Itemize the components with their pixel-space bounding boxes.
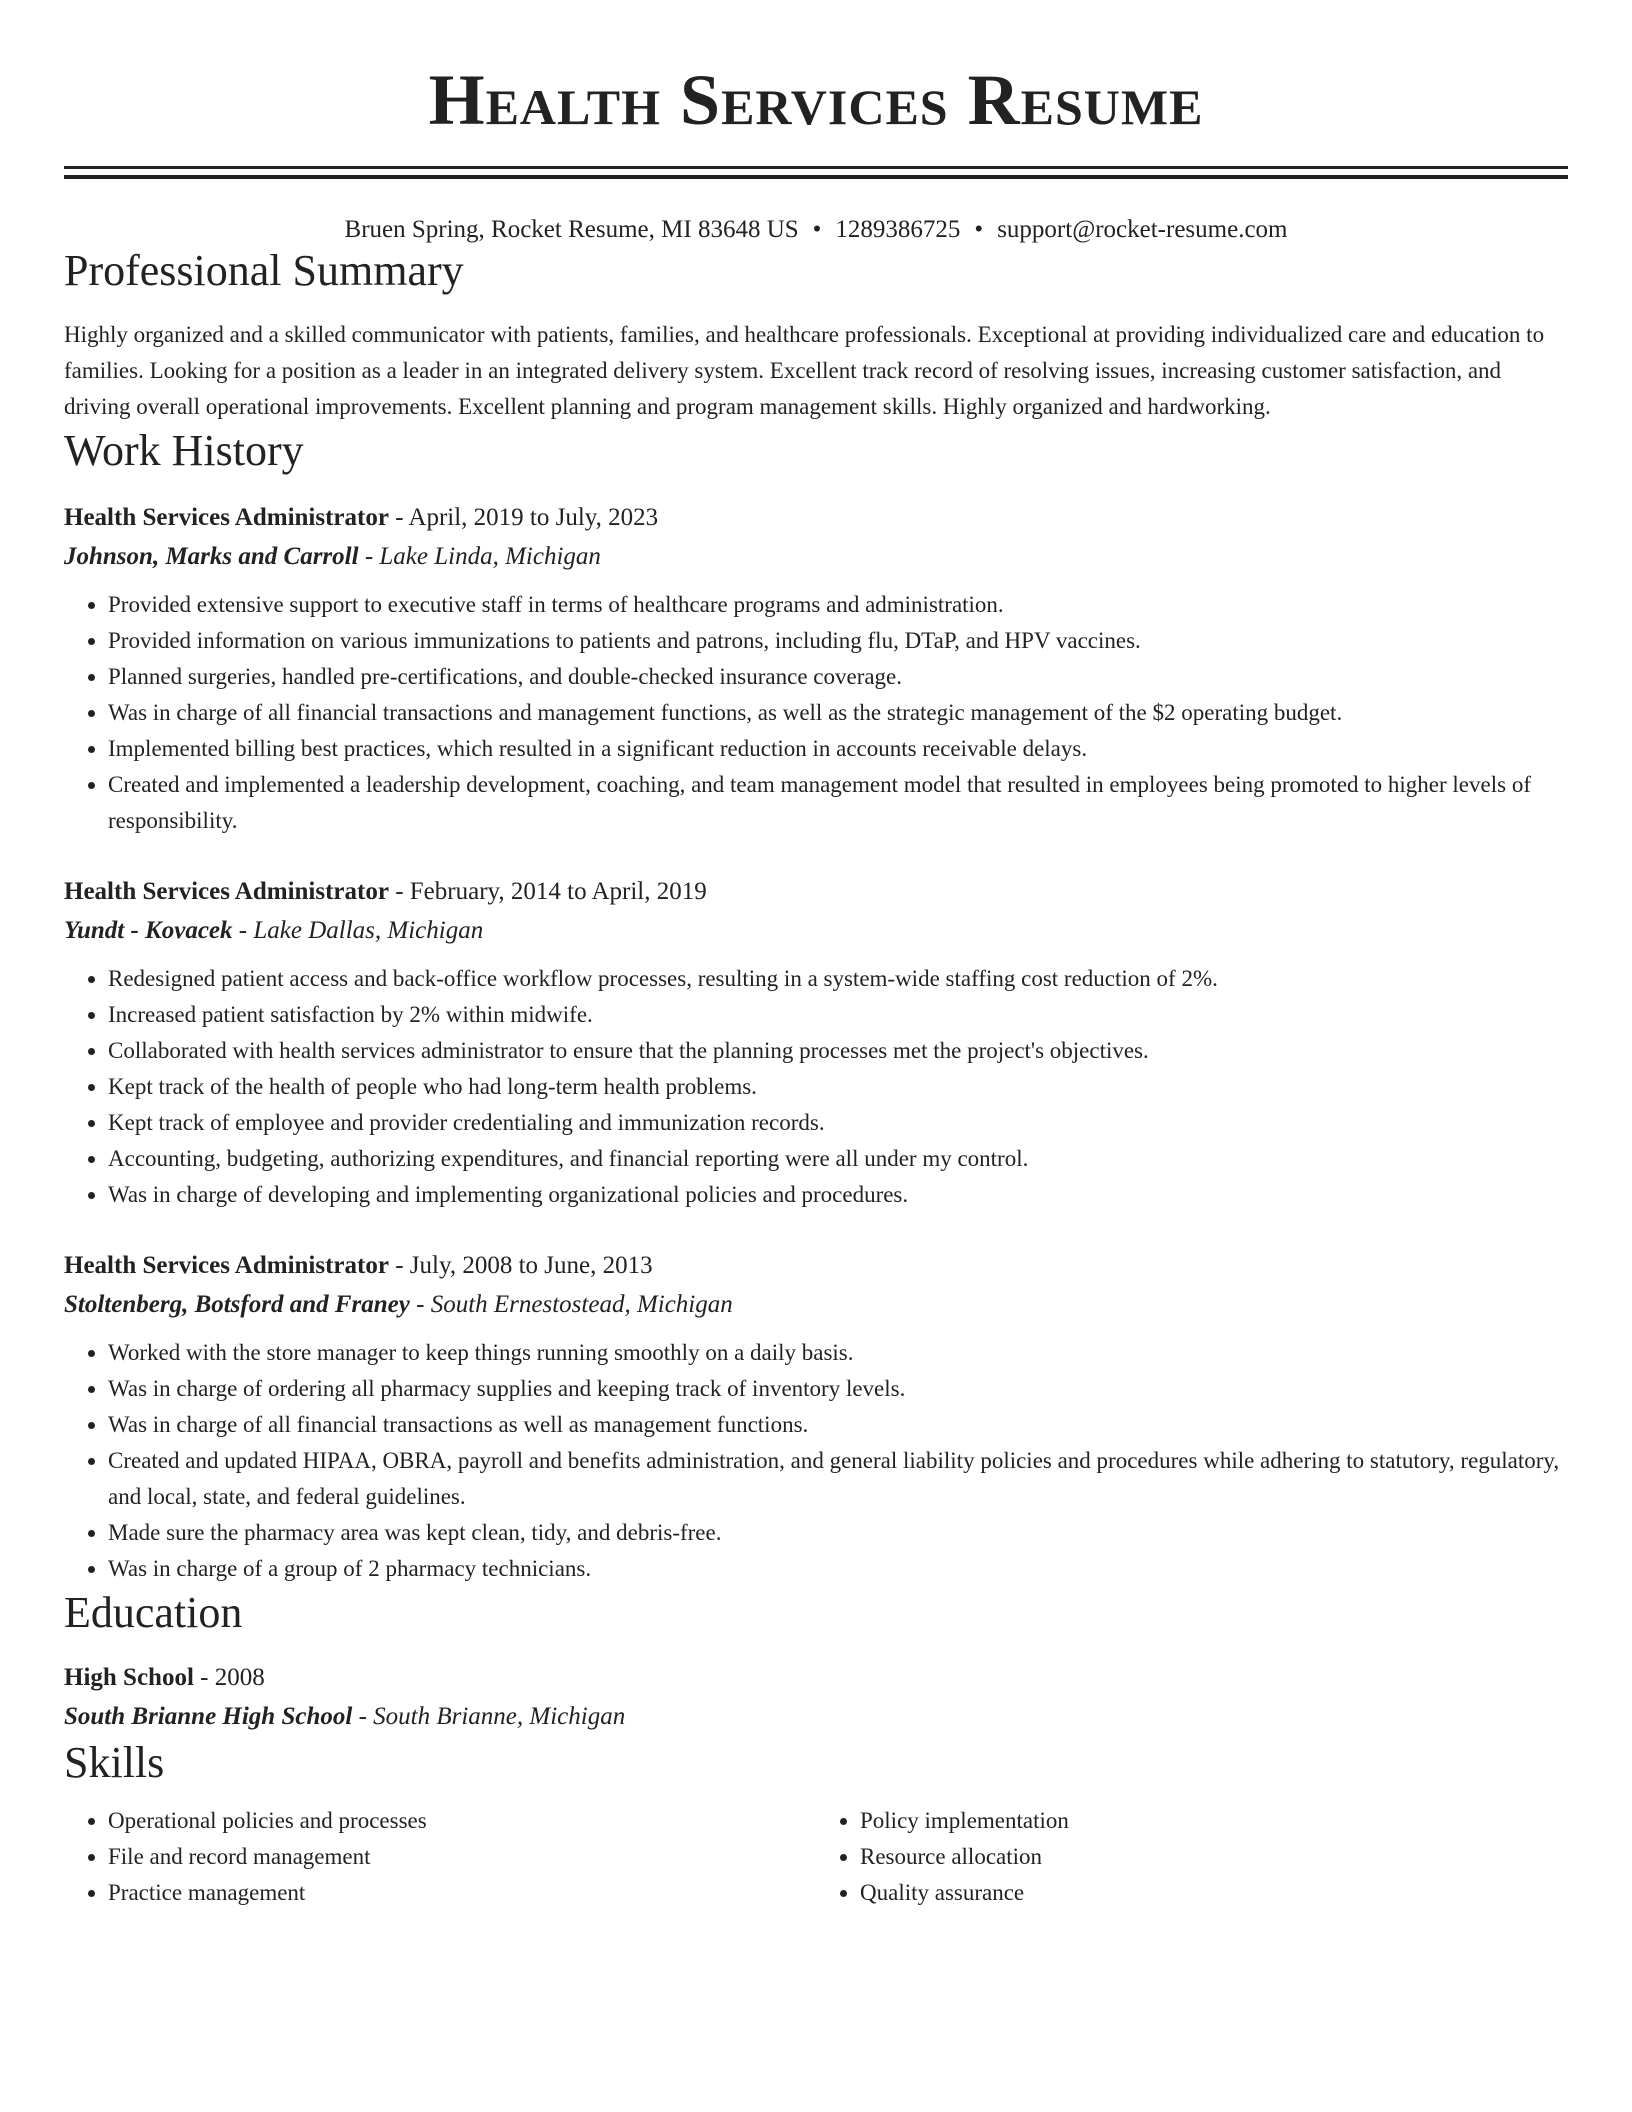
school-location: - South Brianne, Michigan [352,1703,626,1730]
list-item: • Was in charge of all financial transactions as well as management functions. [108,1407,1568,1443]
job-dates: - February, 2014 to April, 2019 [388,878,707,905]
job-title: Health Services Administrator [64,504,389,531]
contact-email[interactable]: support@rocket-resume.com [997,216,1288,243]
degree: High School [64,1664,194,1691]
job-entry-2 [64,873,1568,1213]
graduation-year: - 2008 [193,1664,265,1691]
skills-column-left [64,1803,816,1911]
list-item: • Accounting, budgeting, authorizing expenditures, and financial reporting were all under my control. [108,1141,1568,1177]
list-item: • Increased patient satisfaction by 2% within midwife. [108,997,1568,1033]
list-item: • Was in charge of a group of 2 pharmacy technicians. [108,1551,1568,1587]
job-bullets [64,1335,1568,1587]
education-entry [64,1659,1568,1737]
list-item: • Provided extensive support to executive staff in terms of healthcare programs and administration. [108,587,1568,623]
education-heading: Education [64,1588,243,1637]
contact-phone: 1289386725 [835,216,961,243]
list-item: • Created and implemented a leadership development, coaching, and team management model that resulted in employees being promoted to higher levels of responsibility. [108,767,1568,839]
summary-text: Highly organized and a skilled communicator with patients, families, and healthcare professionals. Exceptional at providing individualized care and education to families. Looking for a position as a leader in an integrated delivery system. Excellent track record of resolving issues, increasing customer satisfaction, and driving overall operational improvements. Excellent planning and program management skills. Highly organized and hardworking. [64,322,1545,419]
school-name: South Brianne High School [64,1703,353,1730]
job-dates: - July, 2008 to June, 2013 [388,1252,653,1279]
list-item: • Practice management [108,1875,816,1911]
summary-heading: Professional Summary [64,246,464,295]
contact-separator: • [812,216,822,243]
job-dates: - April, 2019 to July, 2023 [388,504,659,531]
list-item: • Operational policies and processes [108,1803,816,1839]
list-item: • Kept track of employee and provider credentialing and immunization records. [108,1105,1568,1141]
list-item: • Created and updated HIPAA, OBRA, payroll and benefits administration, and general liability policies and procedures while adhering to statutory, regulatory, and local, state, and federal guidelines. [108,1443,1568,1515]
list-item: • Planned surgeries, handled pre-certifications, and double-checked insurance coverage. [108,659,1568,695]
title-rule-bottom [64,175,1568,179]
list-item: • Resource allocation [860,1839,1568,1875]
contact-address: Bruen Spring, Rocket Resume, MI 83648 US [344,216,799,243]
list-item: • Made sure the pharmacy area was kept clean, tidy, and debris-free. [108,1515,1568,1551]
job-entry-3 [64,1247,1568,1587]
list-item: • Collaborated with health services administrator to ensure that the planning processes met the project's objectives. [108,1033,1568,1069]
job-bullets [64,961,1568,1213]
degree-line [64,1659,1568,1697]
contact-separator: • [974,216,984,243]
company-name: Stoltenberg, Botsford and Franey [64,1291,410,1318]
work-history-heading: Work History [64,426,304,475]
list-item: • Kept track of the health of people who had long-term health problems. [108,1069,1568,1105]
list-item: • Was in charge of ordering all pharmacy supplies and keeping track of inventory levels. [108,1371,1568,1407]
skills-list [64,1803,1568,1911]
skills-column-right [816,1803,1568,1911]
list-item: • Policy implementation [860,1803,1568,1839]
company-name: Johnson, Marks and Carroll [64,543,359,570]
company-line [64,1285,1568,1325]
list-item: • Was in charge of developing and implementing organizational policies and procedures. [108,1177,1568,1213]
list-item: • Was in charge of all financial transactions and management functions, as well as the strategic management of the $2 operating budget. [108,695,1568,731]
company-name: Yundt - Kovacek [64,917,233,944]
list-item: • Quality assurance [860,1875,1568,1911]
job-bullets [64,587,1568,839]
company-location: - Lake Dallas, Michigan [232,917,484,944]
job-title-line [64,1247,1568,1285]
job-title: Health Services Administrator [64,878,389,905]
company-location: - Lake Linda, Michigan [358,543,601,570]
school-line [64,1697,1568,1737]
skills-heading: Skills [64,1738,165,1787]
list-item: • Redesigned patient access and back-office workflow processes, resulting in a system-wide staffing cost reduction of 2%. [108,961,1568,997]
resume-title: Health Services Resume [428,60,1204,140]
job-title: Health Services Administrator [64,1252,389,1279]
list-item: • Implemented billing best practices, which resulted in a significant reduction in accounts receivable delays. [108,731,1568,767]
company-line [64,537,1568,577]
job-entry-1 [64,499,1568,839]
skills-bullets-right [816,1803,1568,1911]
list-item: • Worked with the store manager to keep things running smoothly on a daily basis. [108,1335,1568,1371]
company-line [64,911,1568,951]
title-rule-top [64,166,1568,169]
contact-line [64,215,1568,245]
skills-bullets-left [64,1803,816,1911]
list-item: • File and record management [108,1839,816,1875]
job-title-line [64,873,1568,911]
job-title-line [64,499,1568,537]
list-item: • Provided information on various immunizations to patients and patrons, including flu, DTaP, and HPV vaccines. [108,623,1568,659]
company-location: - South Ernestostead, Michigan [409,1291,733,1318]
